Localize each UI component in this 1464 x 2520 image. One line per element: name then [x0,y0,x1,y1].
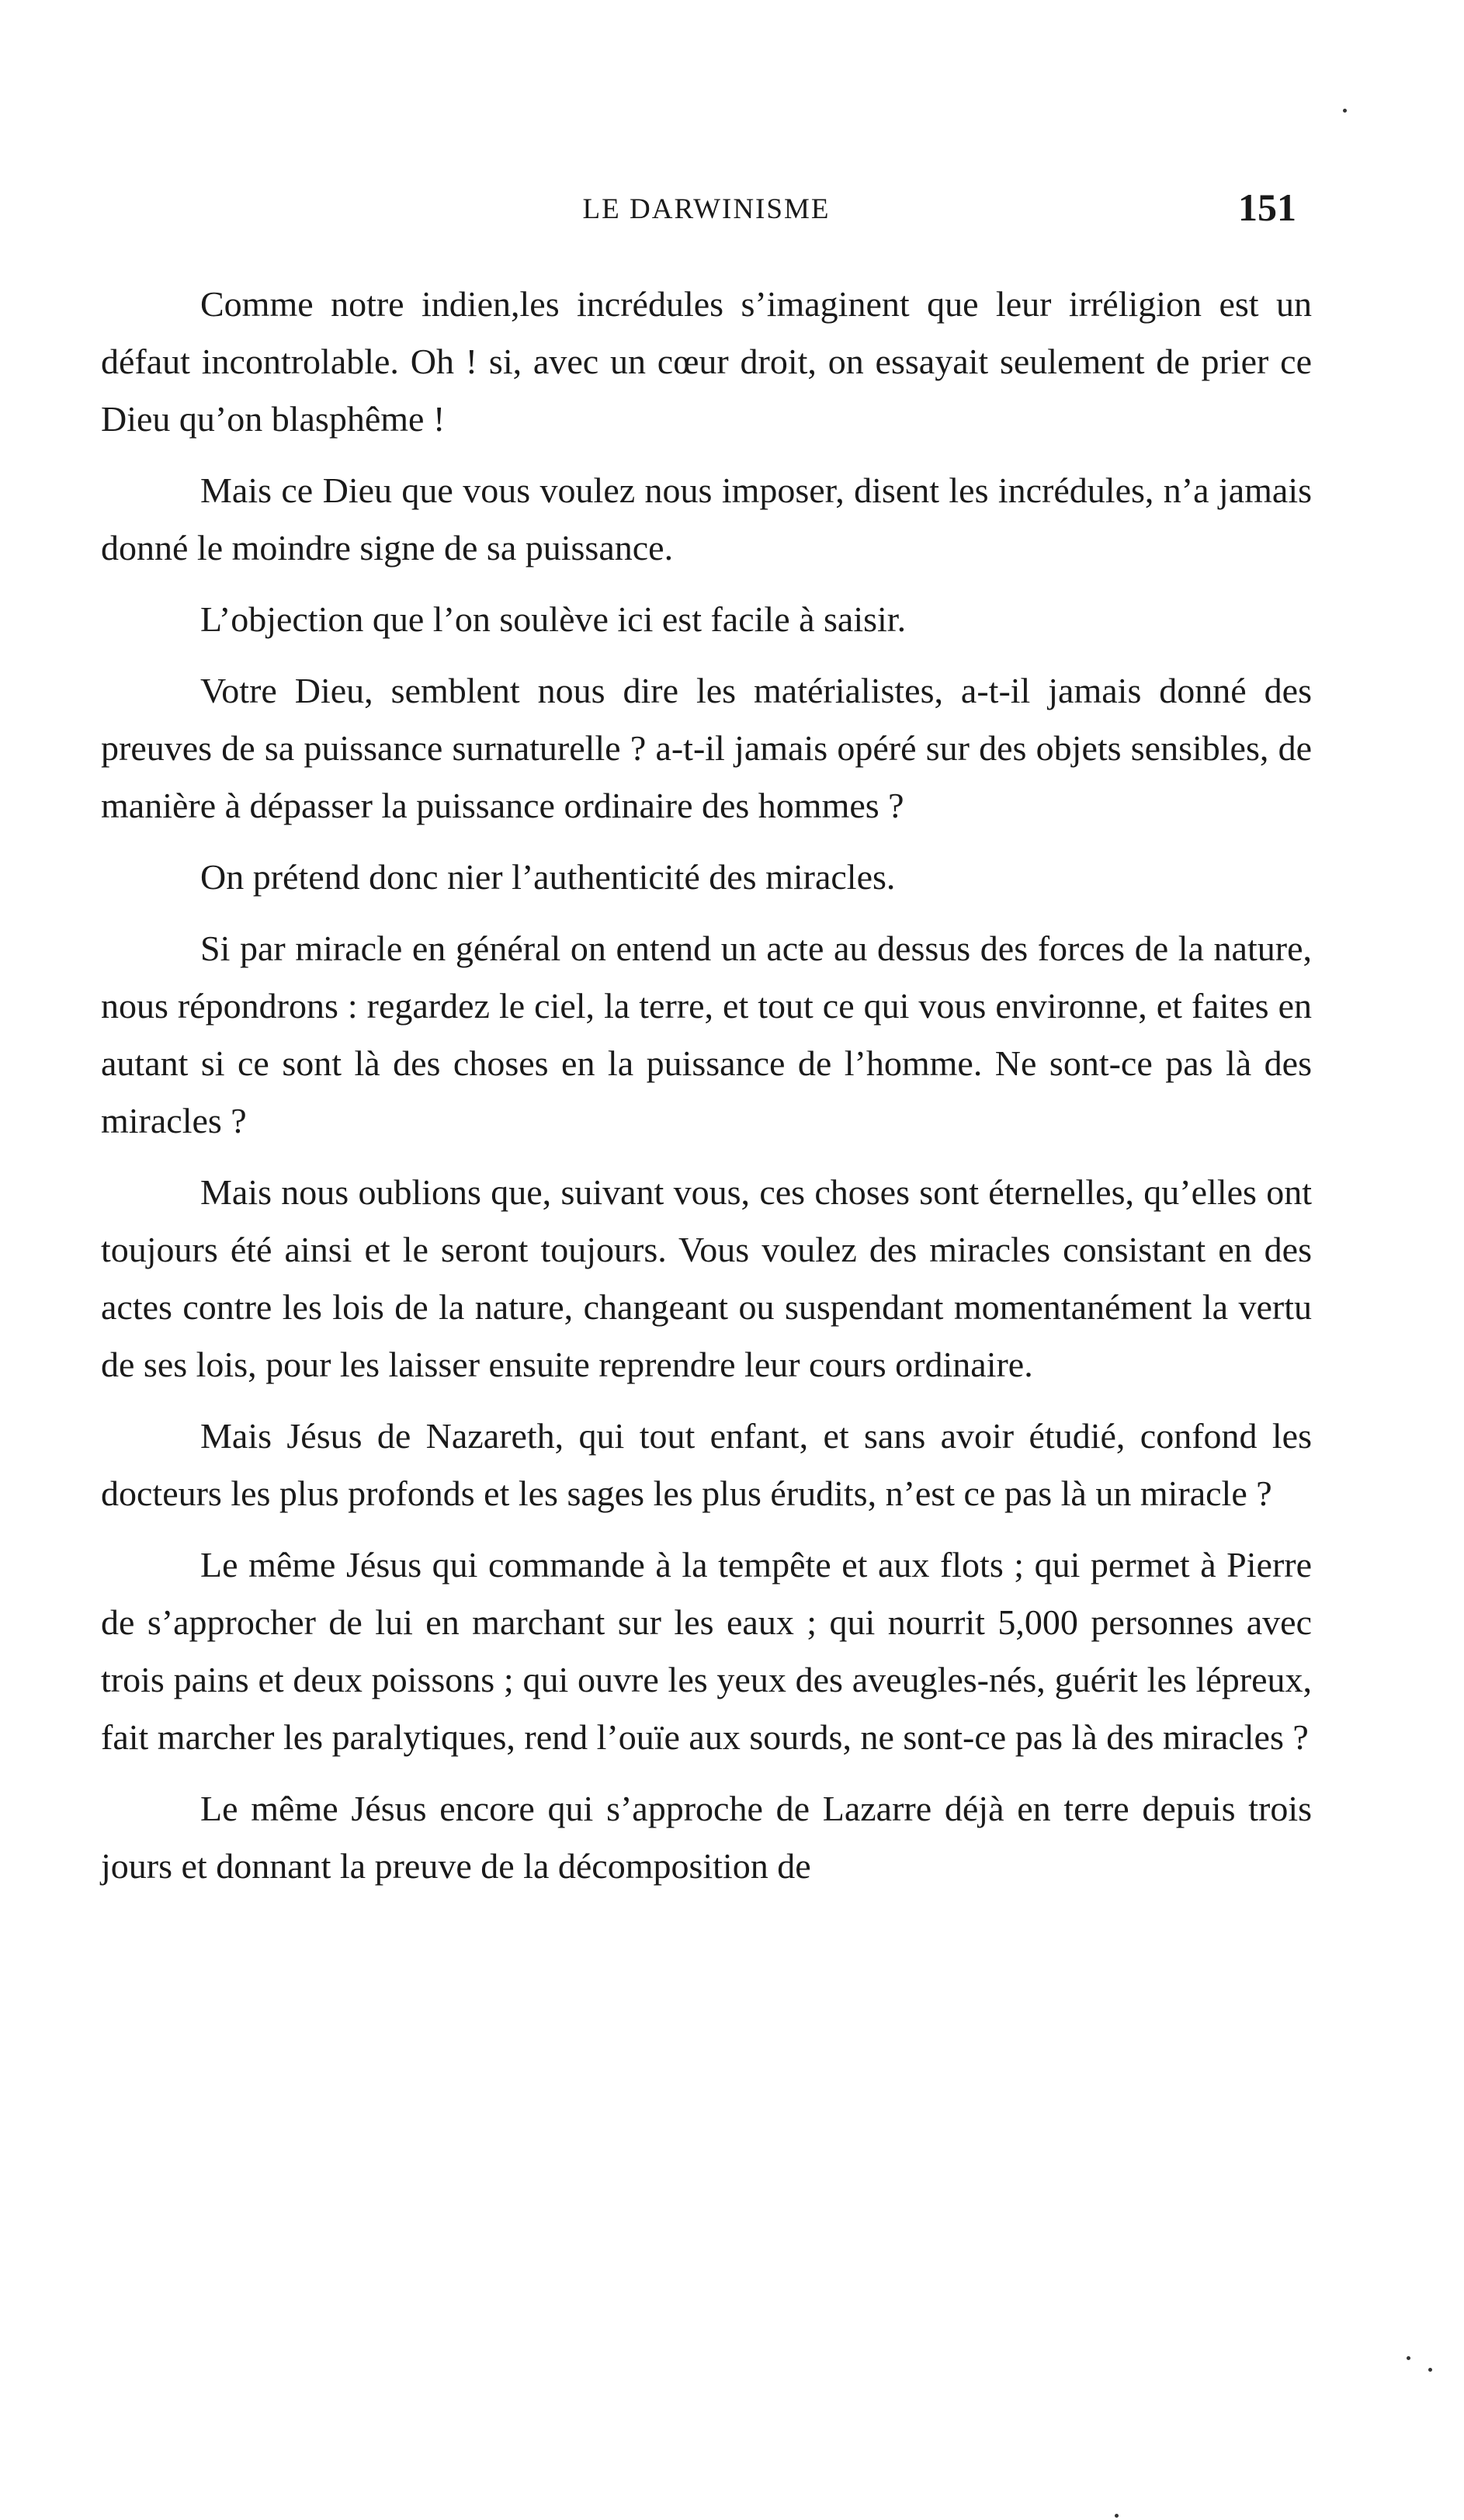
scan-speck [1115,2514,1119,2518]
paragraph: Si par miracle en général on entend un acte au dessus des forces de la nature, nous répondrons : regardez le ciel, la terre, et tout ce qui vous environne, et faites en autant si ce sont là des choses en la puissance de l’homme. Ne sont-ce pas là des miracles ? [101,929,1312,1140]
paragraph: Le même Jésus qui commande à la tempête et aux flots ; qui permet à Pierre de s’approcher de lui en marchant sur les eaux ; qui nourrit 5,000 personnes avec trois pains et deux poissons ; qui ouvre les yeux des aveugles-nés, guérit les lépreux, fait marcher les paralytiques, rend l’ouïe aux sourds, ne sont-ce pas là des miracles ? [101,1545,1312,1757]
page-number: 151 [1238,186,1296,229]
paragraph: L’objection que l’on soulève ici est facile à saisir. [200,599,907,639]
body-text [101,276,1312,1895]
scan-speck [1428,2368,1432,2372]
running-title: LE DARWINISME [582,193,831,225]
paragraph: Mais nous oublions que, suivant vous, ces choses sont éternelles, qu’elles ont toujours été ainsi et le seront toujours. Vous voulez des miracles consistant en des actes contre les lois de la nature, changeant ou suspendant momentanément la vertu de ses lois, pour les laisser ensuite reprendre leur cours ordinaire. [101,1172,1312,1384]
page-header [101,186,1312,239]
paragraph: Votre Dieu, semblent nous dire les matérialistes, a-t-il jamais donné des preuves de sa puissance surnaturelle ? a-t-il jamais opéré sur des objets sensibles, de manière à dépasser la puissance ordinaire des hommes ? [101,671,1312,825]
paragraph: Le même Jésus encore qui s’approche de Lazarre déjà en terre depuis trois jours et donnant la preuve de la décomposition de [101,1789,1312,1886]
paragraph: Mais Jésus de Nazareth, qui tout enfant, et sans avoir étudié, confond les docteurs les plus profonds et les sages les plus érudits, n’est ce pas là un miracle ? [101,1416,1312,1513]
paragraph: On prétend donc nier l’authenticité des miracles. [200,857,896,897]
scan-speck [1343,109,1347,113]
paragraph: Mais ce Dieu que vous voulez nous imposer, disent les incrédules, n’a jamais donné le moindre signe de sa puissance. [101,470,1312,568]
paragraph: Comme notre indien,les incrédules s’imaginent que leur irréligion est un défaut incontrolable. Oh ! si, avec un cœur droit, on essayait seulement de prier ce Dieu qu’on blasphême ! [101,284,1312,439]
scan-speck [1407,2356,1410,2360]
